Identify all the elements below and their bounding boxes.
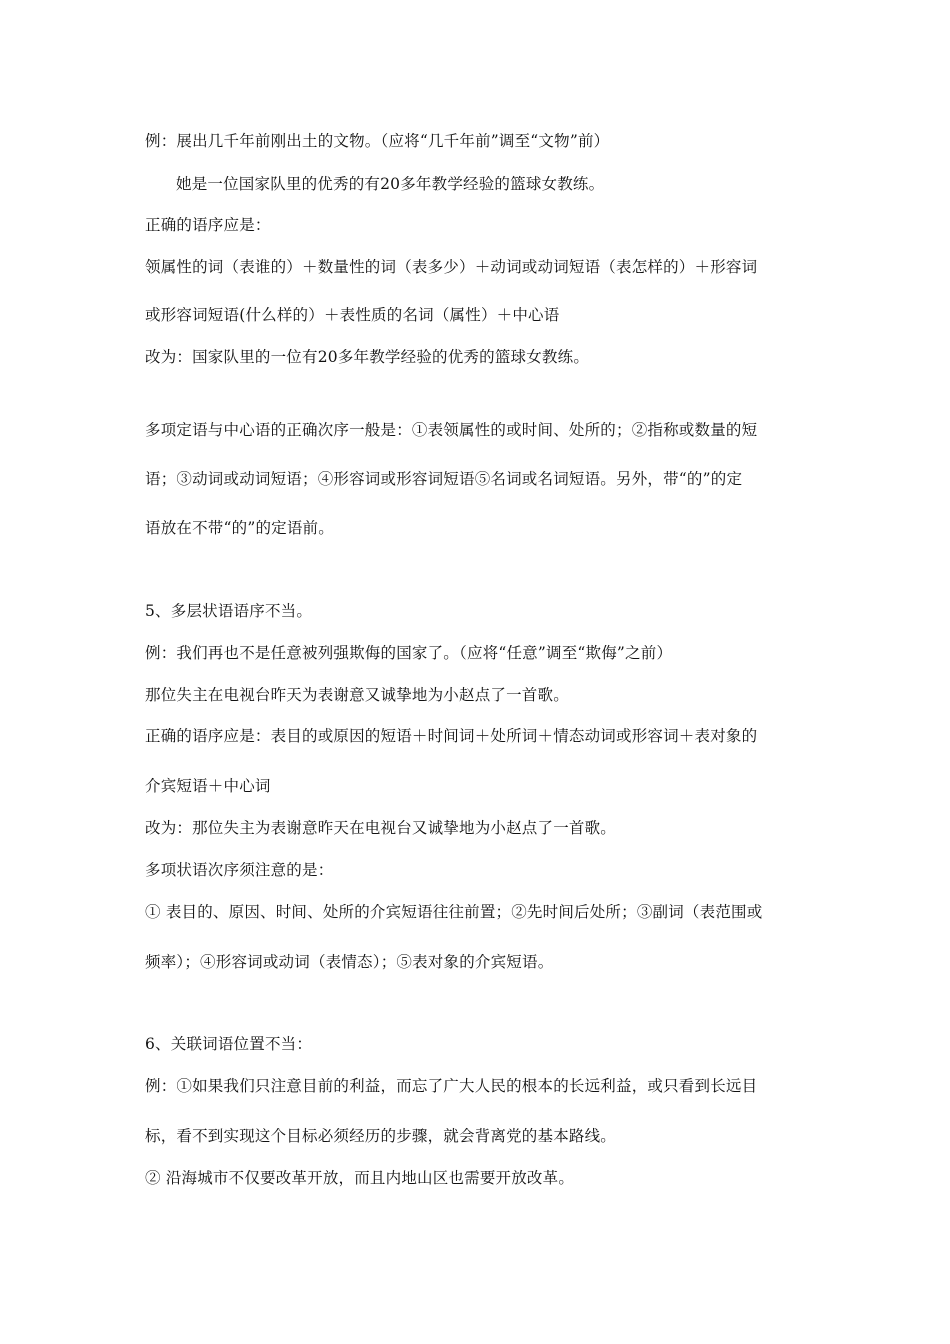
note-line-1b: 语；③动词或动词短语；④形容词或形容词短语⑤名词或名词短语。另外，带“的”的定 (145, 470, 743, 488)
correction-line-5: 改为：那位失主为表谢意昨天在电视台又诚挚地为小赵点了一首歌。 (145, 819, 617, 837)
note-line-1a: 多项定语与中心语的正确次序一般是：①表领属性的或时间、处所的；②指称或数量的短 (145, 421, 758, 439)
rule-line-1a: 领属性的词（表谁的）＋数量性的词（表多少）＋动词或动词短语（表怎样的）＋形容词 (145, 258, 758, 276)
rule-line-5a: 正确的语序应是：表目的或原因的短语＋时间词＋处所词＋情态动词或形容词＋表对象的 (145, 727, 758, 745)
example-line-6c: ② 沿海城市不仅要改革开放，而且内地山区也需要开放改革。 (145, 1169, 575, 1187)
example-line-6b: 标，看不到实现这个目标必须经历的步骤，就会背离党的基本路线。 (145, 1127, 617, 1145)
example-sentence-5: 那位失主在电视台昨天为表谢意又诚挚地为小赵点了一首歌。 (145, 686, 569, 704)
example-sentence-1: 她是一位国家队里的优秀的有20多年教学经验的篮球女教练。 (176, 175, 605, 193)
example-line-1: 例：展出几千年前刚出土的文物。（应将“几千年前”调至“文物”前） (145, 132, 610, 150)
note-line-5b: 频率）；④形容词或动词（表情态）；⑤表对象的介宾短语。 (145, 953, 554, 971)
note-line-1c: 语放在不带“的”的定语前。 (145, 519, 334, 537)
section-heading-6: 6、关联词语位置不当： (145, 1035, 313, 1053)
rule-line-1b: 或形容词短语(什么样的）＋表性质的名词（属性）＋中心语 (145, 306, 560, 324)
section-heading-5: 5、多层状语语序不当。 (145, 602, 313, 620)
rule-heading-1: 正确的语序应是： (145, 216, 271, 234)
example-line-5: 例：我们再也不是任意被列强欺侮的国家了。（应将“任意”调至“欺侮”之前） (145, 644, 673, 662)
note-heading-5: 多项状语次序须注意的是： (145, 861, 334, 879)
rule-line-5b: 介宾短语＋中心词 (145, 777, 271, 795)
correction-line-1: 改为：国家队里的一位有20多年教学经验的优秀的篮球女教练。 (145, 348, 590, 366)
note-line-5a: ① 表目的、原因、时间、处所的介宾短语往往前置；②先时间后处所；③副词（表范围或 (145, 903, 763, 921)
example-line-6a: 例：①如果我们只注意目前的利益，而忘了广大人民的根本的长远利益，或只看到长远目 (145, 1077, 758, 1095)
